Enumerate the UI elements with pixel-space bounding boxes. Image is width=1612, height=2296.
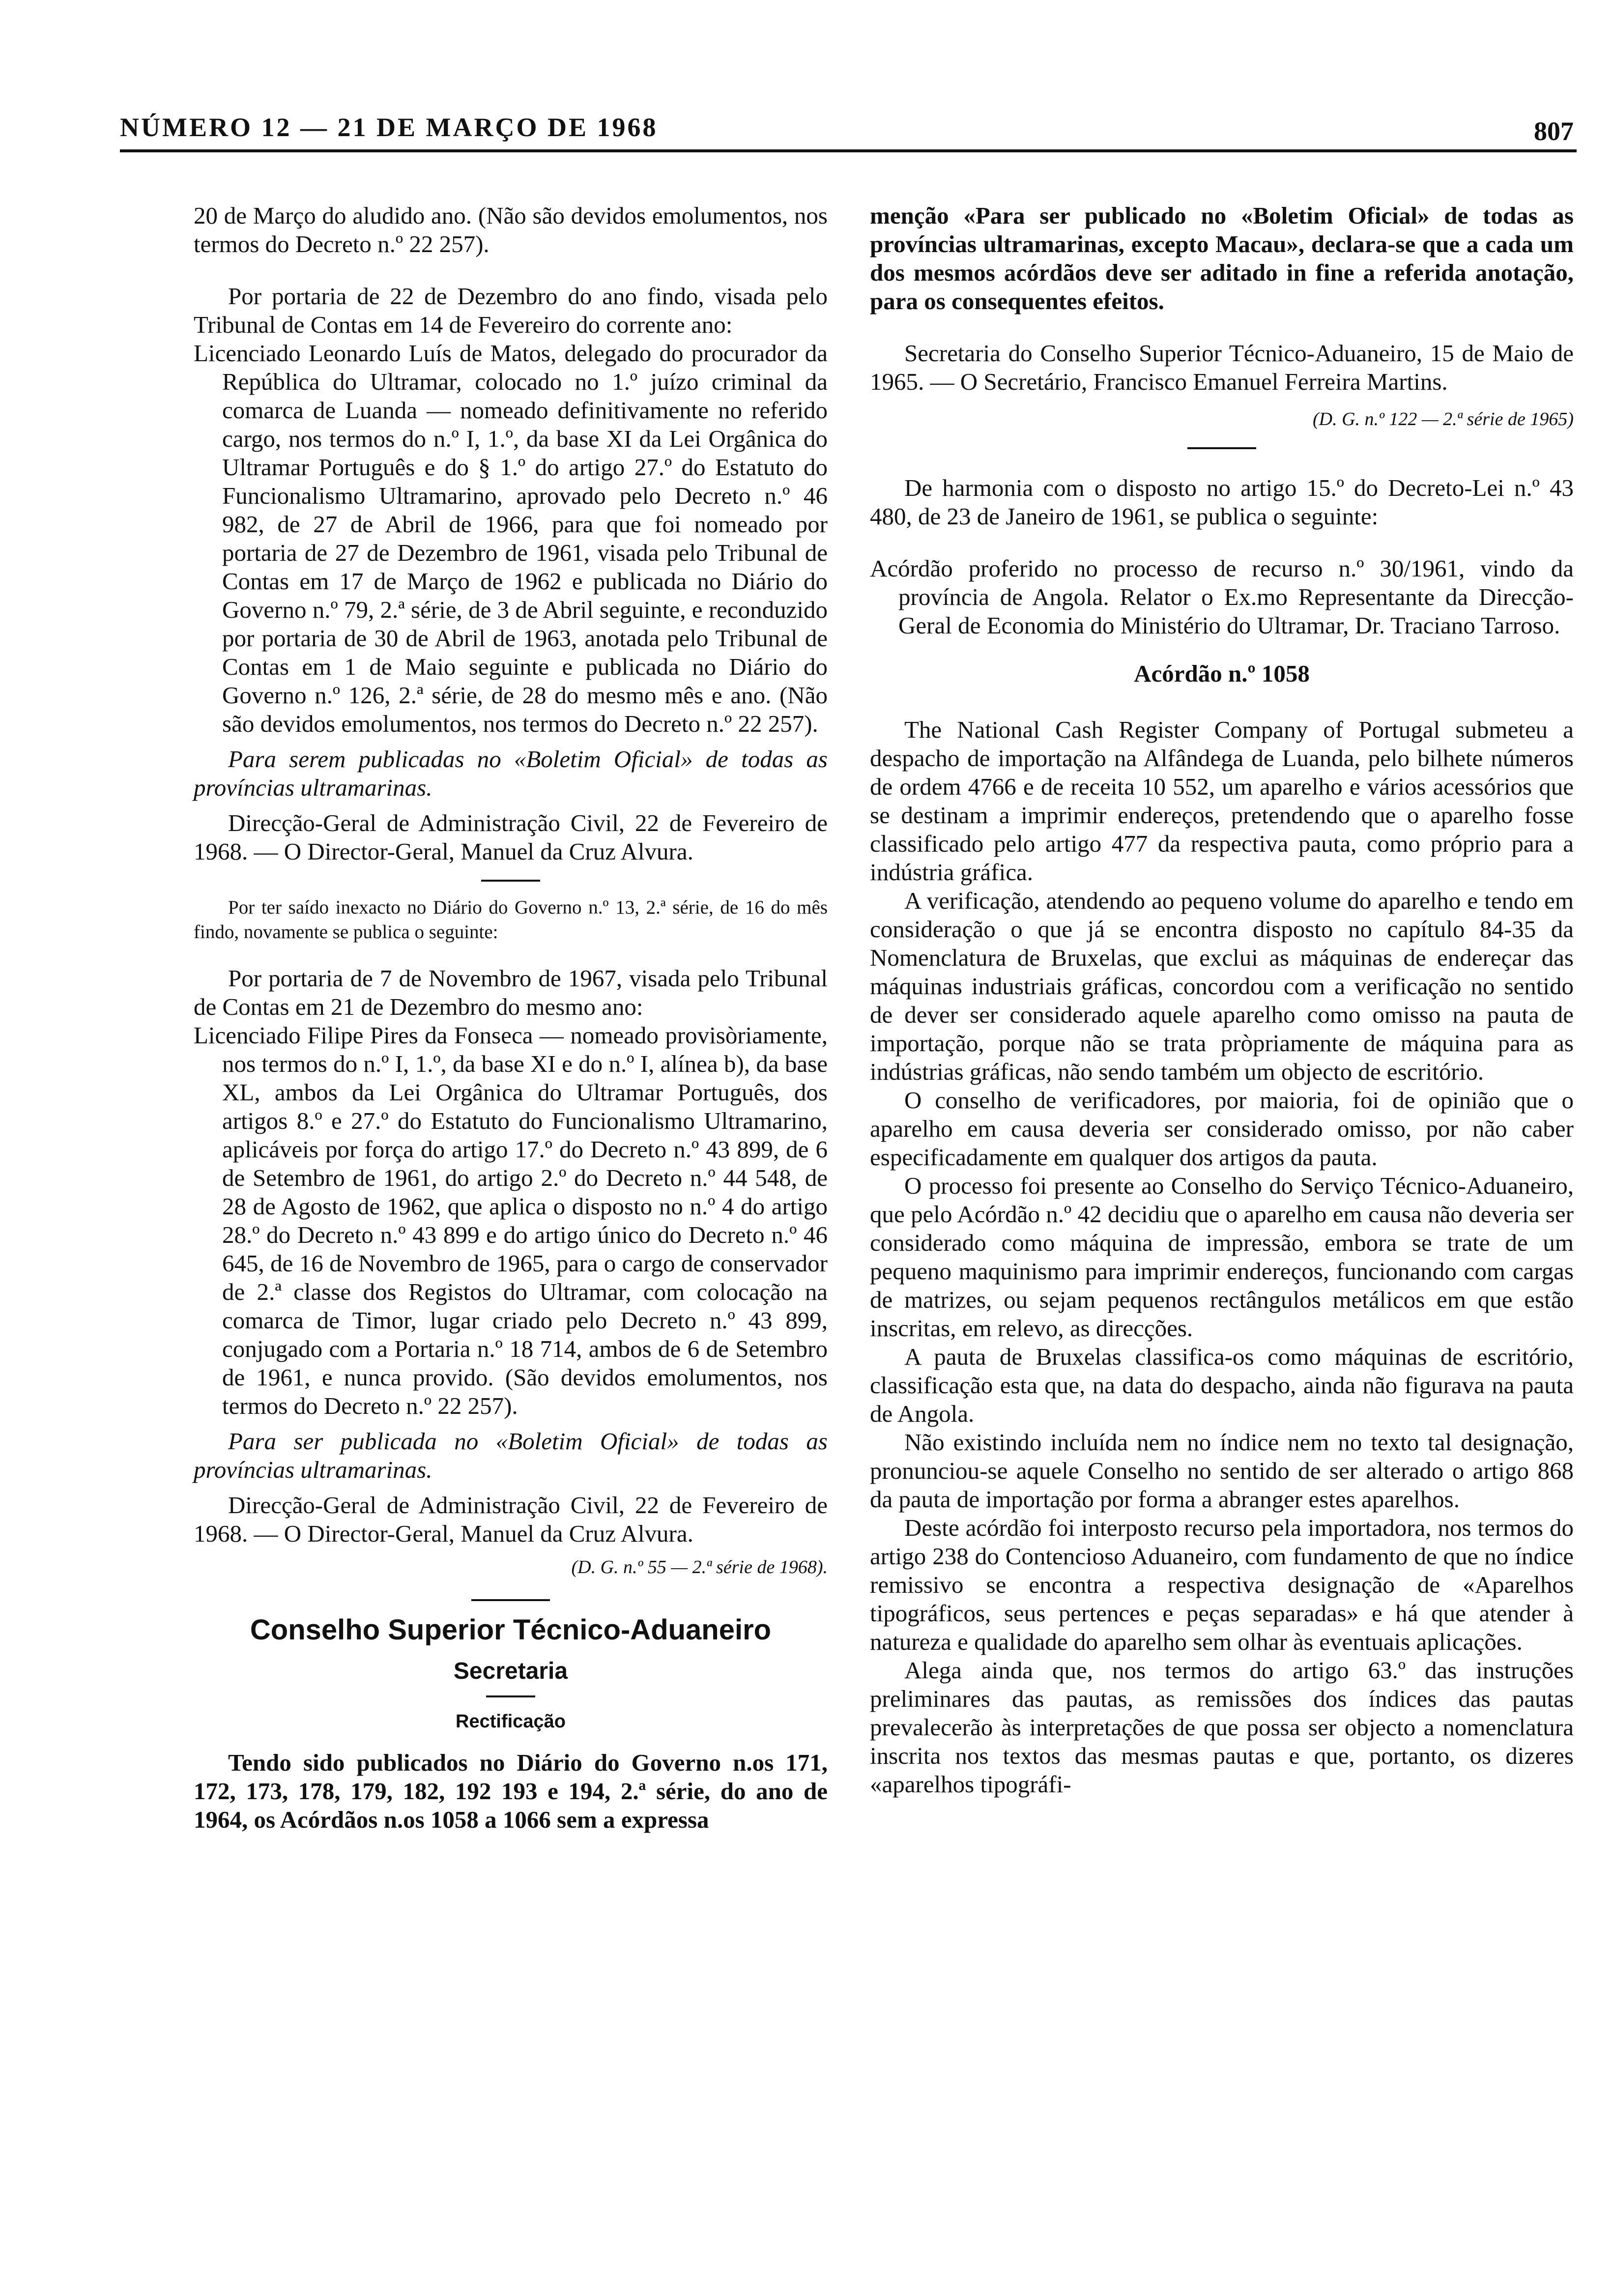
paragraph: The National Cash Register Company of Portugal submeteu a despacho de importação na Alfândega de Luanda, pelo bilhete números de ordem 4766 e de receita 10 552, um aparelho e vários acessórios que se destinam a imprimir endereços, pretendendo que o aparelho fosse classificado pelo artigo 477 da respectiva pauta, como próprio para a indústria gráfica. [870, 716, 1574, 886]
paragraph: Deste acórdão foi interposto recurso pela importadora, nos termos do artigo 238 do Contencioso Aduaneiro, com fundamento de que no índice remissivo se encontra a respectiva designação de «Aparelhos tipográficos, seus pertences e peças separadas» e há que atender à natureza e qualidade do aparelho sem olhar às eventuais aplicações. [870, 1514, 1574, 1655]
paragraph: Acórdão proferido no processo de recurso n.º 30/1961, vindo da província de Angola. Relator o Ex.mo Representante da Direcção-Geral de Economia do Ministério do Ultramar, Dr. Traciano Tarroso. [870, 555, 1574, 639]
paragraph: menção «Para ser publicado no «Boletim Oficial» de todas as províncias ultramarinas, excepto Macau», declara-se que a cada um dos mesmos acórdãos deve ser aditado in fine a referida anotação, para os consequentes efeitos. [870, 202, 1574, 315]
paragraph: Licenciado Filipe Pires da Fonseca — nomeado provisòriamente, nos termos do n.º I, 1.º, da base XI e do n.º I, alínea b), da base XL, ambos da Lei Orgânica do Ultramar Português, dos artigos 8.º e 27.º do Estatuto do Funcionalismo Ultramarino, aplicáveis por força do artigo 17.º do Decreto n.º 43 899, de 6 de Setembro de 1961, do artigo 2.º do Decreto n.º 44 548, de 28 de Agosto de 1962, que aplica o disposto no n.º 4 do artigo 28.º do Decreto n.º 43 899 e do artigo único do Decreto n.º 46 645, de 16 de Novembro de 1965, para o cargo de conservador de 2.ª classe dos Registos do Ultramar, com colocação na comarca de Timor, lugar criado pelo Decreto n.º 43 899, conjugado com a Portaria n.º 18 714, ambos de 6 de Setembro de 1961, e nunca provido. (São devidos emolumentos, nos termos do Decreto n.º 22 257). [194, 1022, 828, 1419]
section-heading: Conselho Superior Técnico-Aduaneiro [250, 1614, 772, 1646]
paragraph: A verificação, atendendo ao pequeno volume do aparelho e tendo em consideração o que já se encontra disposto no capítulo 84-35 da Nomenclatura de Bruxelas, que exclui as máquinas de endereçar das máquinas industriais gráficas, concordou com a verificação no sentido de dever ser considerado aquele aparelho como omisso na pauta de importação, porque não se trata pròpriamente de máquina para as indústrias gráficas, não sendo também um objecto de escritório. [870, 887, 1574, 1085]
gazette-reference: (D. G. n.º 55 — 2.ª série de 1968). [571, 1557, 828, 1578]
signature-line: Secretaria do Conselho Superior Técnico-Aduaneiro, 15 de Maio de 1965. — O Secretário, Francisco Emanuel Ferreira Martins. [870, 340, 1574, 395]
paragraph: Licenciado Leonardo Luís de Matos, delegado do procurador da República do Ultramar, colocado no 1.º juízo criminal da comarca de Luanda — nomeado definitivamente no referido cargo, nos termos do n.º I, 1.º, da base XI da Lei Orgânica do Ultramar Português e do § 1.º do artigo 27.º do Estatuto do Funcionalismo Ultramarino, aprovado pelo Decreto n.º 46 982, de 27 de Abril de 1966, para que foi nomeado por portaria de 27 de Dezembro de 1961, visada pelo Tribunal de Contas em 17 de Março de 1962 e publicada no Diário do Governo n.º 79, 2.ª série, de 3 de Abril seguinte, e reconduzido por portaria de 30 de Abril de 1963, anotada pelo Tribunal de Contas em 1 de Maio seguinte e publicada no Diário do Governo n.º 126, 2.ª série, de 28 do mesmo mês e ano. (Não são devidos emolumentos, nos termos do Decreto n.º 22 257). [194, 340, 828, 737]
signature-line: Direcção-Geral de Administração Civil, 22 de Fevereiro de 1968. — O Director-Geral, Manuel da Cruz Alvura. [194, 1492, 828, 1547]
divider [481, 880, 540, 882]
paragraph: A pauta de Bruxelas classifica-os como máquinas de escritório, classificação esta que, na data do despacho, ainda não figurava na pauta de Angola. [870, 1343, 1574, 1427]
paragraph: Tendo sido publicados no Diário do Governo n.os 171, 172, 173, 178, 179, 182, 192 193 e 194, 2.ª série, do ano de 1964, os Acórdãos n.os 1058 a 1066 sem a expressa [194, 1749, 828, 1833]
page-header [120, 105, 1577, 152]
paragraph: Alega ainda que, nos termos do artigo 63.º das instruções preliminares das pautas, as remissões dos índices das pautas prevalecerão às interpretações de que possa ser objecto a nomenclatura inscrita nos textos das mesmas pautas e que, portanto, os dizeres «aparelhos tipográfi- [870, 1657, 1574, 1798]
subsection-heading: Rectificação [456, 1711, 566, 1732]
ruling-heading: Acórdão n.º 1058 [1134, 660, 1310, 687]
paragraph: De harmonia com o disposto no artigo 15.º do Decreto-Lei n.º 43 480, de 23 de Janeiro de 1961, se publica o seguinte: [870, 474, 1574, 530]
publication-note: Para ser publicada no «Boletim Oficial» de todas as províncias ultramarinas. [194, 1428, 828, 1483]
paragraph: Não existindo incluída nem no índice nem no texto tal designação, pronunciou-se aquele Conselho no sentido de ser alterado o artigo 868 da pauta de importação por forma a abranger estes aparelhos. [870, 1429, 1574, 1513]
paragraph: Por portaria de 7 de Novembro de 1967, visada pelo Tribunal de Contas em 21 de Dezembro do mesmo ano: [194, 965, 828, 1020]
publication-note: Para serem publicadas no «Boletim Oficial» de todas as províncias ultramarinas. [194, 746, 828, 801]
divider [486, 1695, 535, 1697]
signature-line: Direcção-Geral de Administração Civil, 22 de Fevereiro de 1968. — O Director-Geral, Manuel da Cruz Alvura. [194, 809, 828, 865]
issue-title: NÚMERO 12 — 21 DE MARÇO DE 1968 [120, 113, 658, 142]
paragraph: 20 de Março do aludido ano. (Não são devidos emolumentos, nos termos do Decreto n.º 22 257). [194, 202, 828, 258]
left-column [194, 201, 828, 1834]
paragraph: O conselho de verificadores, por maioria, foi de opinião que o aparelho em causa deveria ser considerado omisso, por não caber especificadamente em qualquer dos artigos da pauta. [870, 1087, 1574, 1171]
divider [1187, 447, 1256, 449]
divider [471, 1599, 550, 1601]
page-number: 807 [1534, 116, 1574, 146]
gazette-reference: (D. G. n.º 122 — 2.ª série de 1965) [1313, 409, 1574, 430]
paragraph: O processo foi presente ao Conselho do Serviço Técnico-Aduaneiro, que pelo Acórdão n.º 42 decidiu que o aparelho em causa não deveria ser considerado como máquina de impressão, embora se trate de um pequeno maquinismo para imprimir endereços, funcionando com cargas de matrizes, ou sejam pequenos rectângulos metálicos em que estão inscritas, em relevo, as direcções. [870, 1172, 1574, 1342]
correction-note: Por ter saído inexacto no Diário do Governo n.º 13, 2.ª série, de 16 do mês findo, novamente se publica o seguinte: [194, 897, 828, 943]
paragraph: Por portaria de 22 de Dezembro do ano findo, visada pelo Tribunal de Contas em 14 de Fevereiro do corrente ano: [194, 283, 828, 338]
right-column [870, 201, 1574, 1799]
subsection-heading: Secretaria [453, 1658, 568, 1684]
